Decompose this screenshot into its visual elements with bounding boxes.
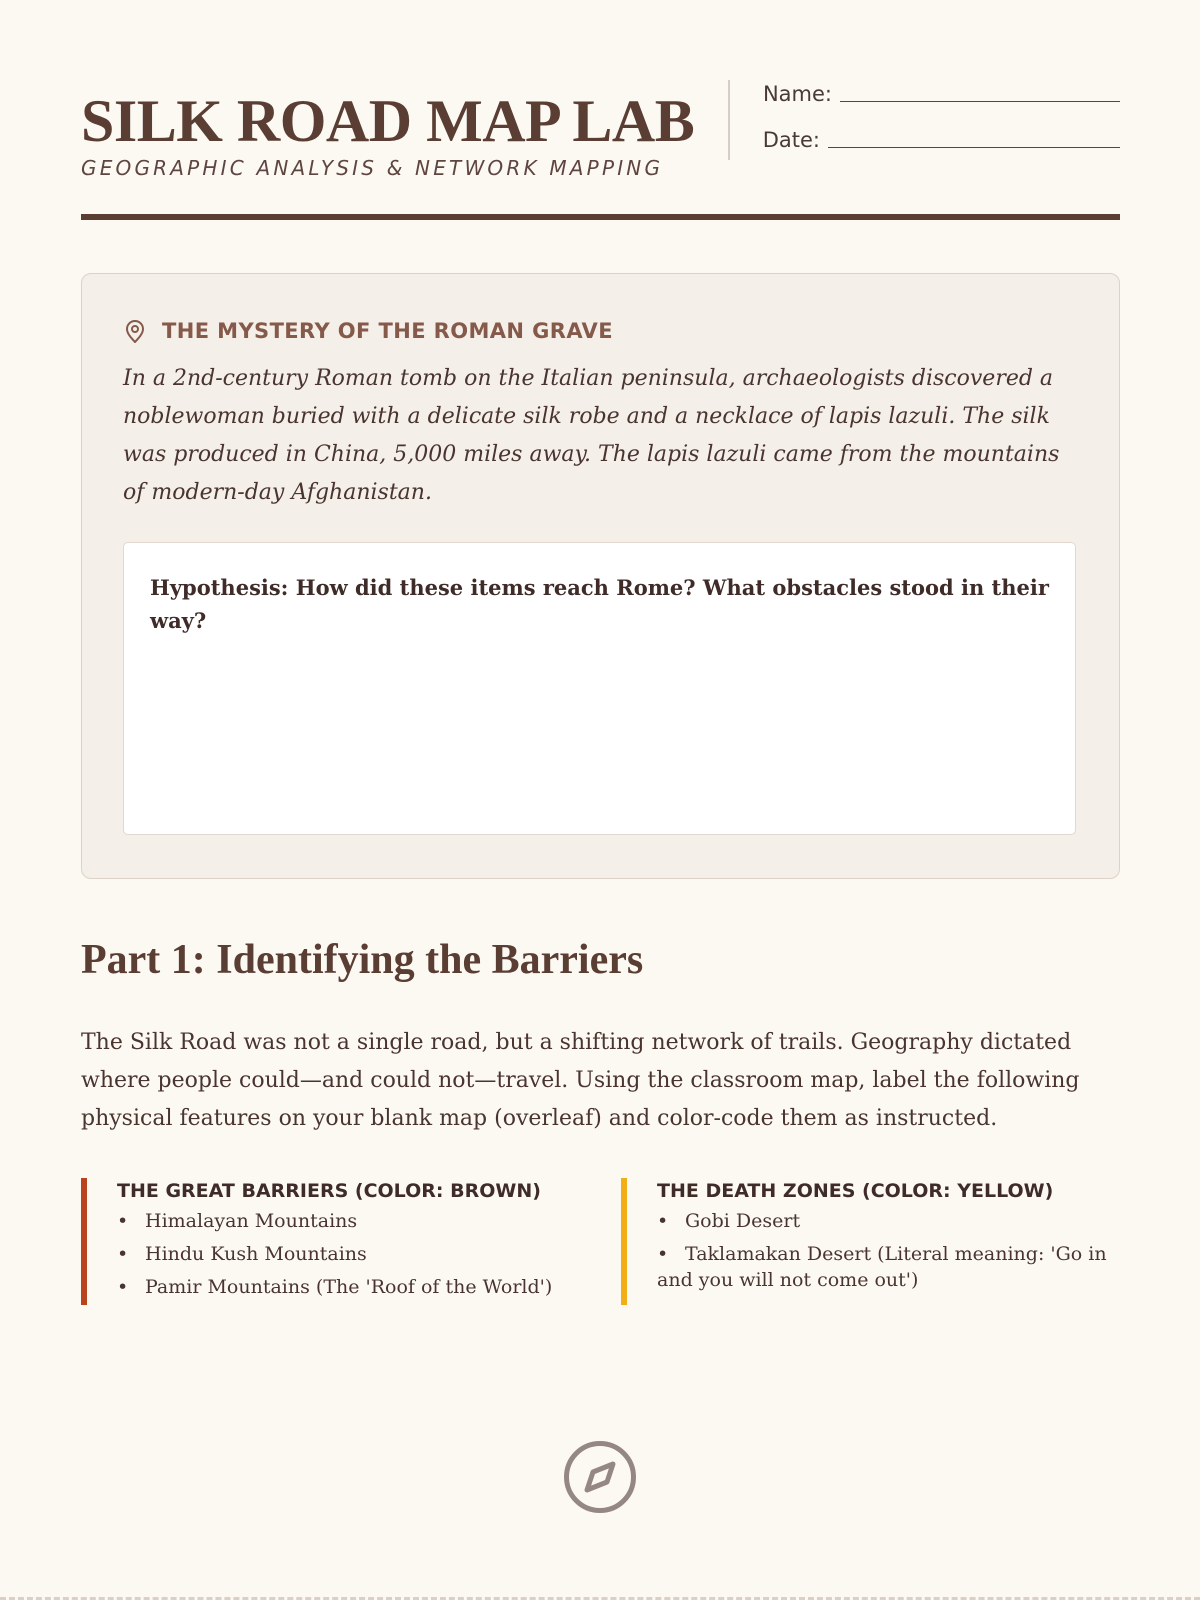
- mystery-text: In a 2nd-century Roman tomb on the Italian peninsula, archaeologists discovered a noblewoman buried with a delicate silk robe and a necklace of lapis lazuli. The silk was produced in China, 5,000 miles away. The lapis lazuli came from the mountains of modern-day Afghanistan.: [123, 366, 1060, 505]
- page-title: SILK ROAD MAP LAB: [81, 88, 695, 154]
- worksheet-page: [81, 0, 1120, 1600]
- death-zones-column: [621, 1178, 1121, 1305]
- hypothesis-prompt: Hypothesis: How did these items reach Rome? What obstacles stood in their way?: [150, 575, 1049, 633]
- list-item: • Hindu Kush Mountains: [117, 1243, 367, 1265]
- list-item: • Gobi Desert: [657, 1210, 801, 1232]
- name-field[interactable]: [763, 82, 1120, 106]
- date-line[interactable]: [828, 146, 1120, 148]
- student-info-fields: [736, 80, 1120, 170]
- list-item: • Pamir Mountains (The 'Roof of the World'): [117, 1276, 553, 1298]
- great-barriers-list: [117, 1208, 601, 1300]
- header-divider: [728, 80, 730, 160]
- list-item: • Himalayan Mountains: [117, 1210, 358, 1232]
- part-1-heading: Part 1: Identifying the Barriers: [81, 937, 644, 983]
- mystery-heading: [123, 318, 613, 344]
- name-line[interactable]: [840, 100, 1120, 102]
- page-subtitle: GEOGRAPHIC ANALYSIS & NETWORK MAPPING: [81, 156, 664, 180]
- worksheet-header: [81, 80, 1120, 220]
- death-zones-heading: THE DEATH ZONES (COLOR: YELLOW): [657, 1180, 1054, 1202]
- death-zones-list: [657, 1208, 1121, 1293]
- date-field[interactable]: [763, 128, 1120, 152]
- mystery-heading-text: THE MYSTERY OF THE ROMAN GRAVE: [162, 319, 613, 343]
- date-label: Date:: [762, 128, 820, 152]
- name-label: Name:: [762, 82, 832, 106]
- map-pin-icon: [123, 318, 147, 344]
- hypothesis-box[interactable]: [123, 542, 1076, 835]
- compass-icon: [563, 1440, 637, 1514]
- great-barriers-column: [81, 1178, 601, 1305]
- part-1-intro: The Silk Road was not a single road, but a shifting network of trails. Geography dictated where people could—and could not—travel. Using the classroom map, label the following physical features on your blank map (overleaf) and color-code them as instructed.: [81, 1030, 1080, 1131]
- great-barriers-heading: THE GREAT BARRIERS (COLOR: BROWN): [117, 1180, 541, 1202]
- header-rule: [81, 214, 1120, 220]
- mystery-box: [81, 273, 1120, 879]
- list-item: • Taklamakan Desert (Literal meaning: 'Go in and you will not come out'): [657, 1243, 1107, 1291]
